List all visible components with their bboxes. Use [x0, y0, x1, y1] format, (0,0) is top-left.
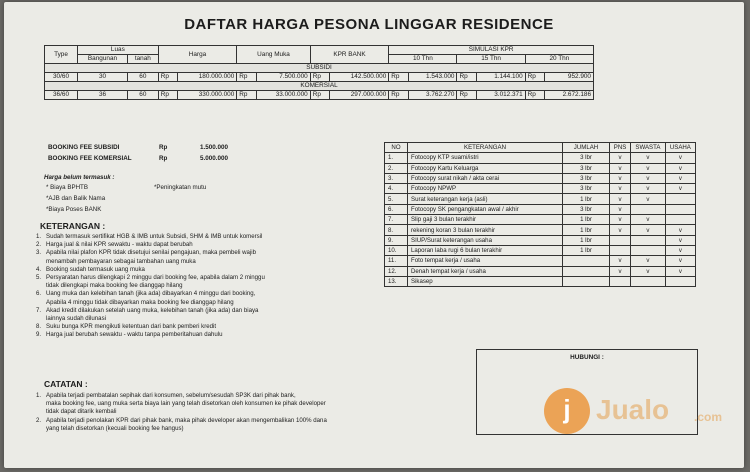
cell-swasta: v — [631, 184, 666, 194]
cell-type: 36/60 — [45, 91, 78, 100]
jualo-logo-icon — [544, 388, 590, 434]
cell-pns: v — [610, 204, 631, 214]
cell-no: 1. — [385, 153, 408, 163]
cell-swasta: v — [631, 256, 666, 266]
cell-pns — [610, 235, 631, 245]
header-usaha: USAHA — [665, 143, 695, 153]
table-row — [385, 153, 696, 163]
item-text: tidak dilengkapi maka booking fee dianggap hilang — [46, 282, 183, 290]
header-simulasi: SIMULASI KPR — [389, 46, 594, 55]
cell-tanah: 60 — [127, 73, 158, 82]
cell-rp: Rp — [310, 73, 329, 82]
cell-keterangan: Fotocopy KTP suami/istri — [408, 153, 563, 163]
cell-swasta: v — [631, 266, 666, 276]
cell-keterangan: Surat keterangan kerja (asli) — [408, 194, 563, 204]
item-number: 5. — [36, 274, 42, 282]
list-item — [36, 266, 265, 274]
cell-rp: Rp — [525, 73, 544, 82]
list-item — [36, 249, 265, 257]
item-text: menambah pembayaran sebagai tambahan uang muka — [46, 257, 196, 265]
cell-keterangan: Fotocopy NPWP — [408, 184, 563, 194]
item-text: lainnya sudah dilunasi — [46, 315, 106, 323]
band-subsidi: SUBSIDI — [45, 64, 594, 73]
list-item — [36, 299, 265, 307]
item-text: Booking sudah termasuk uang muka — [46, 265, 145, 273]
harga-belum-item: * Biaya BPHTB — [46, 184, 88, 191]
cell-10-thn: 1.543.000 — [408, 73, 457, 82]
table-row — [385, 276, 696, 286]
requirements-table — [384, 142, 696, 287]
item-text: Persyaratan harus dilengkapi 2 minggu dari booking fee, apabila dalam 2 minggu — [46, 274, 265, 282]
cell-swasta: v — [631, 194, 666, 204]
header-luas: Luas — [78, 46, 159, 55]
harga-belum-item: *AJB dan Balik Nama — [46, 195, 106, 202]
cell-type: 30/60 — [45, 73, 78, 82]
table-row — [385, 256, 696, 266]
cell-jumlah: 1 lbr — [563, 194, 610, 204]
cell-usaha: v — [665, 173, 695, 183]
cell-no: 4. — [385, 184, 408, 194]
booking-komersial-rp: Rp — [159, 155, 168, 162]
cell-no: 12. — [385, 266, 408, 276]
list-item — [36, 258, 265, 266]
cell-usaha: v — [665, 235, 695, 245]
cell-jumlah: 3 lbr — [563, 163, 610, 173]
cell-no: 13. — [385, 276, 408, 286]
item-number: 6. — [36, 290, 42, 298]
item-text: maka booking fee, uang muka serta biaya lain yang telah disetorkan oleh konsumen ke pihak developer — [46, 400, 326, 408]
cell-keterangan: SIUP/Surat keterangan usaha — [408, 235, 563, 245]
cell-rp: Rp — [158, 91, 177, 100]
cell-no: 10. — [385, 245, 408, 255]
cell-jumlah: 3 lbr — [563, 184, 610, 194]
cell-swasta: v — [631, 215, 666, 225]
table-row — [385, 225, 696, 235]
cell-harga: 330.000.000 — [177, 91, 236, 100]
booking-komersial-value: 5.000.000 — [200, 155, 229, 162]
cell-jumlah: 1 lbr — [563, 245, 610, 255]
cell-jumlah: 1 lbr — [563, 235, 610, 245]
cell-pns: v — [610, 173, 631, 183]
table-row — [45, 91, 594, 100]
contact-label: HUBUNGI : — [570, 354, 604, 361]
list-item — [36, 417, 327, 425]
booking-subsidi-value: 1.500.000 — [200, 144, 229, 151]
cell-usaha: v — [665, 184, 695, 194]
harga-belum-title: Harga belum termasuk : — [44, 174, 115, 181]
cell-pns: v — [610, 266, 631, 276]
jualo-watermark — [544, 388, 744, 438]
cell-pns: v — [610, 184, 631, 194]
cell-rp: Rp — [158, 73, 177, 82]
item-text: Apabila 4 minggu tidak dibayarkan maka booking fee dianggap hilang — [46, 298, 234, 306]
table-row — [385, 245, 696, 255]
cell-no: 11. — [385, 256, 408, 266]
cell-jumlah: 3 lbr — [563, 204, 610, 214]
cell-pns: v — [610, 194, 631, 204]
list-item — [36, 408, 327, 416]
table-row — [385, 163, 696, 173]
watermark-text: Jualo — [596, 394, 670, 425]
item-text: Suku bunga KPR mengikuti ketentuan dari bank pemberi kredit — [46, 323, 217, 331]
cell-keterangan: Fotocopy SK pengangkatan awal / akhir — [408, 204, 563, 214]
cell-rp: Rp — [389, 73, 408, 82]
cell-pns: v — [610, 256, 631, 266]
list-item — [36, 307, 265, 315]
table-row — [45, 73, 594, 82]
cell-kpr: 297.000.000 — [329, 91, 388, 100]
cell-20-thn: 2.672.186 — [544, 91, 593, 100]
item-number: 1. — [36, 233, 42, 240]
cell-pns: v — [610, 215, 631, 225]
cell-jumlah: 1 lbr — [563, 215, 610, 225]
booking-subsidi-rp: Rp — [159, 144, 168, 151]
item-text: Apabila terjadi pembatalan sepihak dari konsumen, sebelum/sesudah SP3K dari pihak bank, — [46, 392, 296, 399]
cell-rp: Rp — [237, 91, 256, 100]
cell-20-thn: 952.900 — [544, 73, 593, 82]
item-text: Akad kredit dilakukan setelah uang muka, kelebihan tanah (jika ada) dan biaya — [46, 306, 259, 314]
cell-tanah: 60 — [127, 91, 158, 100]
item-number: 3. — [36, 249, 42, 257]
cell-rp: Rp — [457, 91, 476, 100]
item-number: 9. — [36, 331, 42, 339]
cell-swasta — [631, 235, 666, 245]
cell-keterangan: Slip gaji 3 bulan terakhir — [408, 215, 563, 225]
list-item — [36, 425, 327, 433]
booking-subsidi-label: BOOKING FEE SUBSIDI — [48, 144, 120, 151]
cell-10-thn: 3.762.270 — [408, 91, 457, 100]
header-keterangan: KETERANGAN — [408, 143, 563, 153]
cell-usaha — [665, 204, 695, 214]
cell-usaha: v — [665, 163, 695, 173]
item-text: tidak dapat ditarik kembali — [46, 408, 117, 416]
cell-swasta: v — [631, 153, 666, 163]
cell-no: 3. — [385, 173, 408, 183]
cell-jumlah: 3 lbr — [563, 173, 610, 183]
table-row — [385, 204, 696, 214]
item-text: Uang muka dan kelebihan tanah (jika ada) dibayarkan 4 minggu dari booking, — [46, 290, 256, 298]
cell-keterangan: Sikasep — [408, 276, 563, 286]
header-bangunan: Bangunan — [78, 55, 128, 64]
cell-rp: Rp — [457, 73, 476, 82]
cell-keterangan: Laporan laba rugi 6 bulan terakhir — [408, 245, 563, 255]
cell-swasta: v — [631, 163, 666, 173]
item-number: 4. — [36, 265, 42, 273]
cell-usaha: v — [665, 225, 695, 235]
watermark-suffix: .com — [694, 410, 723, 424]
cell-jumlah: 3 lbr — [563, 153, 610, 163]
cell-pns: v — [610, 225, 631, 235]
cell-keterangan: Fotocopy Kartu Keluarga — [408, 163, 563, 173]
cell-jumlah — [563, 256, 610, 266]
cell-15-thn: 1.144.100 — [476, 73, 525, 82]
cell-pns — [610, 276, 631, 286]
cell-keterangan: Foto tempat kerja / usaha — [408, 256, 563, 266]
header-jumlah: JUMLAH — [563, 143, 610, 153]
cell-swasta: v — [631, 225, 666, 235]
header-10-thn: 10 Thn — [389, 55, 457, 64]
cell-no: 2. — [385, 163, 408, 173]
list-item — [36, 315, 265, 323]
list-item — [36, 282, 265, 290]
item-text: Harga jual & nilai KPR sewaktu - waktu dapat berubah — [46, 241, 193, 249]
item-number: 2. — [36, 241, 42, 249]
cell-rp: Rp — [310, 91, 329, 100]
item-number: 2. — [36, 416, 42, 424]
header-harga: Harga — [158, 46, 237, 64]
cell-no: 8. — [385, 225, 408, 235]
table-row — [385, 235, 696, 245]
cell-no: 6. — [385, 204, 408, 214]
cell-uang-muka: 33.000.000 — [256, 91, 310, 100]
item-text: yang telah disetorkan (kecuali booking fee hangus) — [46, 424, 184, 432]
harga-belum-extra: *Peningkatan mutu — [154, 184, 207, 191]
header-swasta: SWASTA — [631, 143, 666, 153]
table-row — [385, 184, 696, 194]
logo-letter: j — [563, 394, 571, 424]
item-text: Apabila terjadi penolakan KPR dari pihak bank, maka pihak developer akan mengembalikan 100% dana — [46, 416, 327, 424]
list-item — [36, 323, 265, 331]
catatan-list — [36, 392, 327, 433]
document-page — [4, 2, 744, 468]
list-item — [36, 233, 265, 241]
item-number: 1. — [36, 392, 42, 399]
cell-kpr: 142.500.000 — [329, 73, 388, 82]
cell-usaha: v — [665, 256, 695, 266]
cell-keterangan: Denah tempat kerja / usaha — [408, 266, 563, 276]
band-komersial: KOMERSIAL — [45, 82, 594, 91]
catatan-title: CATATAN : — [44, 379, 88, 389]
cell-usaha: v — [665, 245, 695, 255]
table-row — [385, 215, 696, 225]
header-tanah: tanah — [127, 55, 158, 64]
cell-swasta — [631, 276, 666, 286]
header-pns: PNS — [610, 143, 631, 153]
header-no: NO — [385, 143, 408, 153]
table-row — [385, 266, 696, 276]
cell-swasta: v — [631, 173, 666, 183]
keterangan-list — [36, 233, 265, 340]
table-row — [385, 173, 696, 183]
cell-jumlah — [563, 276, 610, 286]
cell-swasta — [631, 204, 666, 214]
cell-usaha — [665, 215, 695, 225]
header-kpr-bank: KPR BANK — [310, 46, 389, 64]
cell-keterangan: Fotocopy surat nikah / akta cerai — [408, 173, 563, 183]
cell-bangunan: 30 — [78, 73, 128, 82]
item-number: 7. — [36, 306, 42, 314]
list-item — [36, 400, 327, 408]
header-uang-muka: Uang Muka — [237, 46, 310, 64]
item-text: Apabila nilai plafon KPR tidak disetujui senilai pengajuan, maka pembeli wajib — [46, 249, 257, 257]
cell-harga: 180.000.000 — [177, 73, 236, 82]
cell-pns: v — [610, 153, 631, 163]
list-item — [36, 241, 265, 249]
page-title: DAFTAR HARGA PESONA LINGGAR RESIDENCE — [184, 16, 554, 33]
cell-bangunan: 36 — [78, 91, 128, 100]
cell-rp: Rp — [389, 91, 408, 100]
cell-usaha: v — [665, 266, 695, 276]
keterangan-title: KETERANGAN : — [40, 221, 106, 231]
cell-uang-muka: 7.500.000 — [256, 73, 310, 82]
list-item — [36, 274, 265, 282]
cell-usaha — [665, 276, 695, 286]
item-text: Harga jual berubah sewaktu - waktu tanpa pemberitahuan dahulu — [46, 331, 223, 339]
cell-pns — [610, 245, 631, 255]
cell-usaha: v — [665, 153, 695, 163]
table-row — [385, 194, 696, 204]
cell-no: 5. — [385, 194, 408, 204]
cell-jumlah: 1 lbr — [563, 225, 610, 235]
cell-rp: Rp — [237, 73, 256, 82]
cell-pns: v — [610, 163, 631, 173]
cell-rp: Rp — [525, 91, 544, 100]
cell-usaha — [665, 194, 695, 204]
cell-no: 7. — [385, 215, 408, 225]
item-text: Sudah termasuk sertifikat HGB & IMB untuk Subsidi, SHM & IMB untuk komersil — [46, 233, 263, 240]
cell-15-thn: 3.012.371 — [476, 91, 525, 100]
list-item — [36, 331, 265, 339]
item-number: 8. — [36, 323, 42, 331]
booking-komersial-label: BOOKING FEE KOMERSIAL — [48, 155, 132, 162]
cell-keterangan: rekening koran 3 bulan terakhir — [408, 225, 563, 235]
header-15-thn: 15 Thn — [457, 55, 525, 64]
cell-jumlah — [563, 266, 610, 276]
list-item — [36, 392, 327, 400]
list-item — [36, 290, 265, 298]
cell-swasta — [631, 245, 666, 255]
price-table — [44, 45, 594, 100]
cell-no: 9. — [385, 235, 408, 245]
header-type: Type — [45, 46, 78, 64]
header-20-thn: 20 Thn — [525, 55, 593, 64]
harga-belum-item: *Biaya Poses BANK — [46, 206, 102, 213]
